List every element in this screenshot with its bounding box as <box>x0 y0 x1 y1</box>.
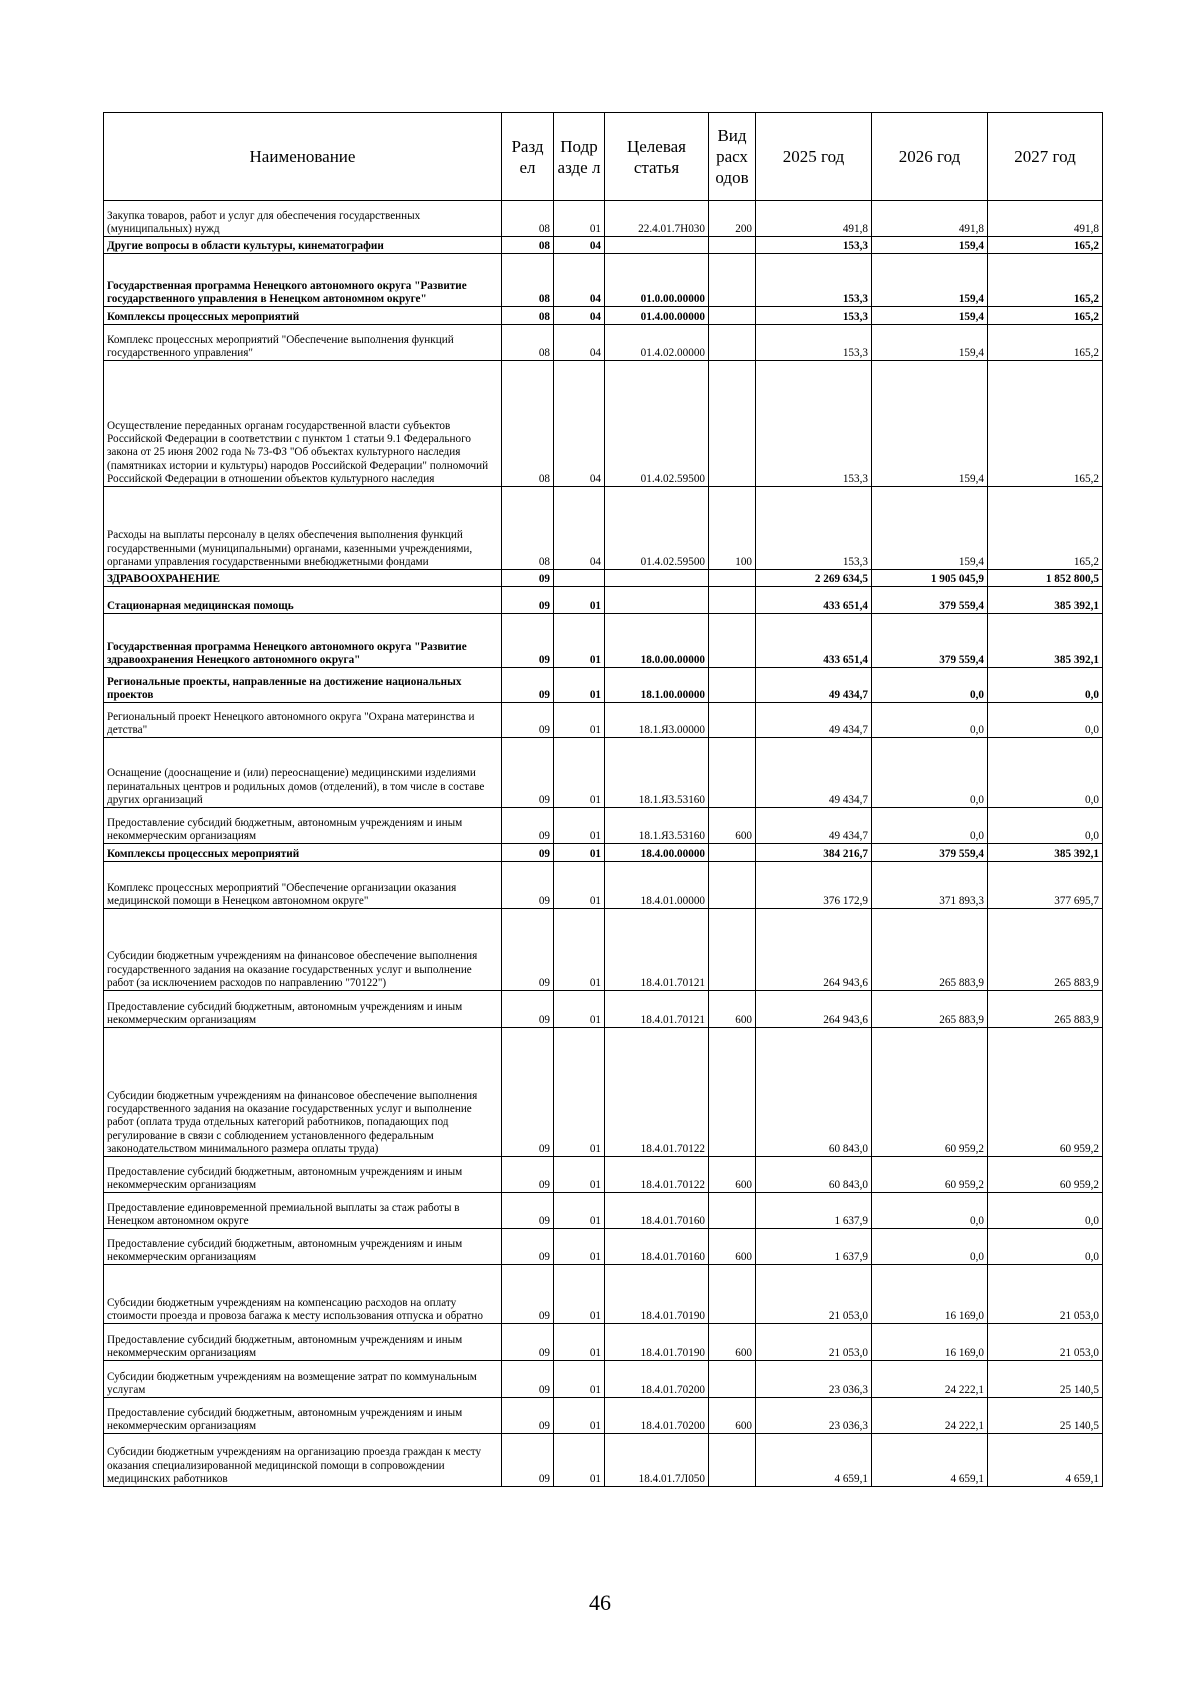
row-razdel: 09 <box>502 909 554 991</box>
row-name: Региональные проекты, направленные на достижение национальных проектов <box>104 668 502 703</box>
row-2026: 0,0 <box>872 1229 988 1265</box>
row-razdel: 09 <box>502 738 554 808</box>
row-2026: 265 883,9 <box>872 909 988 991</box>
row-razdel: 08 <box>502 237 554 254</box>
row-2025: 1 637,9 <box>756 1193 872 1229</box>
row-2026: 159,4 <box>872 254 988 307</box>
row-2027: 0,0 <box>988 738 1103 808</box>
row-podrazdel: 01 <box>554 587 605 614</box>
row-2026: 4 659,1 <box>872 1434 988 1487</box>
row-podrazdel: 01 <box>554 703 605 738</box>
row-2026: 491,8 <box>872 201 988 237</box>
row-name: Субсидии бюджетным учреждениям на финансовое обеспечение выполнения государственного задания на оказание государственных услуг и выполнение работ (за исключением расходов по направлению "70122") <box>104 909 502 991</box>
row-article: 18.4.01.70122 <box>605 1028 709 1157</box>
row-2026: 379 559,4 <box>872 844 988 862</box>
table-row <box>104 1157 1103 1193</box>
row-vid <box>709 1028 756 1157</box>
row-podrazdel: 01 <box>554 738 605 808</box>
row-2026: 24 222,1 <box>872 1398 988 1434</box>
row-podrazdel: 04 <box>554 361 605 487</box>
row-2025: 433 651,4 <box>756 587 872 614</box>
table-row <box>104 1398 1103 1434</box>
row-2027: 60 959,2 <box>988 1157 1103 1193</box>
row-2026: 0,0 <box>872 703 988 738</box>
row-2026: 16 169,0 <box>872 1265 988 1324</box>
row-podrazdel: 04 <box>554 487 605 570</box>
row-name: Государственная программа Ненецкого автономного округа "Развитие здравоохранения Ненецкого автономного округа" <box>104 614 502 668</box>
row-article: 18.4.01.7Л050 <box>605 1434 709 1487</box>
table-row <box>104 237 1103 254</box>
table-row <box>104 361 1103 487</box>
row-2026: 0,0 <box>872 668 988 703</box>
row-podrazdel: 01 <box>554 201 605 237</box>
row-vid <box>709 703 756 738</box>
row-vid: 600 <box>709 1229 756 1265</box>
row-podrazdel: 01 <box>554 1324 605 1361</box>
table-row <box>104 325 1103 361</box>
row-vid: 600 <box>709 1324 756 1361</box>
row-2025: 60 843,0 <box>756 1028 872 1157</box>
row-name: Оснащение (дооснащение и (или) переоснащение) медицинскими изделиями перинатальных центров и родильных домов (отделений), в том числе в составе других организаций <box>104 738 502 808</box>
header-podrazdel: Подр азде л <box>554 113 605 201</box>
table-row <box>104 862 1103 909</box>
row-article <box>605 587 709 614</box>
table-row <box>104 307 1103 325</box>
row-2026: 0,0 <box>872 1193 988 1229</box>
row-vid <box>709 1434 756 1487</box>
row-2027: 165,2 <box>988 361 1103 487</box>
row-article: 18.4.01.70160 <box>605 1229 709 1265</box>
row-2027: 165,2 <box>988 307 1103 325</box>
row-razdel: 09 <box>502 991 554 1028</box>
row-name: Предоставление единовременной премиальной выплаты за стаж работы в Ненецком автономном округе <box>104 1193 502 1229</box>
row-podrazdel: 04 <box>554 254 605 307</box>
row-name: Субсидии бюджетным учреждениям на компенсацию расходов на оплату стоимости проезда и провоза багажа к месту использования отпуска и обратно <box>104 1265 502 1324</box>
row-podrazdel: 01 <box>554 909 605 991</box>
row-name: Предоставление субсидий бюджетным, автономным учреждениям и иным некоммерческим организациям <box>104 991 502 1028</box>
row-2025: 23 036,3 <box>756 1361 872 1398</box>
row-podrazdel: 01 <box>554 1229 605 1265</box>
row-article: 22.4.01.7Н030 <box>605 201 709 237</box>
row-2026: 159,4 <box>872 325 988 361</box>
row-name: Комплексы процессных мероприятий <box>104 307 502 325</box>
row-vid: 600 <box>709 991 756 1028</box>
header-name: Наименование <box>104 113 502 201</box>
row-2027: 4 659,1 <box>988 1434 1103 1487</box>
table-header-row <box>104 113 1103 201</box>
table-row <box>104 909 1103 991</box>
row-article: 18.4.01.70121 <box>605 991 709 1028</box>
table-row <box>104 668 1103 703</box>
row-2027: 21 053,0 <box>988 1265 1103 1324</box>
row-article <box>605 570 709 587</box>
row-2027: 0,0 <box>988 1229 1103 1265</box>
row-2027: 385 392,1 <box>988 844 1103 862</box>
row-2027: 265 883,9 <box>988 909 1103 991</box>
table-row <box>104 1434 1103 1487</box>
row-razdel: 09 <box>502 1361 554 1398</box>
row-razdel: 09 <box>502 1193 554 1229</box>
row-podrazdel <box>554 570 605 587</box>
row-name: Закупка товаров, работ и услуг для обеспечения государственных (муниципальных) нужд <box>104 201 502 237</box>
row-2025: 49 434,7 <box>756 668 872 703</box>
row-2027: 25 140,5 <box>988 1361 1103 1398</box>
row-article: 18.1.Я3.53160 <box>605 808 709 844</box>
row-podrazdel: 01 <box>554 844 605 862</box>
row-2025: 49 434,7 <box>756 703 872 738</box>
row-2025: 60 843,0 <box>756 1157 872 1193</box>
table-row <box>104 1193 1103 1229</box>
row-2025: 376 172,9 <box>756 862 872 909</box>
row-2025: 2 269 634,5 <box>756 570 872 587</box>
row-vid <box>709 614 756 668</box>
row-vid <box>709 738 756 808</box>
row-2027: 0,0 <box>988 668 1103 703</box>
row-2027: 21 053,0 <box>988 1324 1103 1361</box>
row-podrazdel: 01 <box>554 1028 605 1157</box>
row-2027: 1 852 800,5 <box>988 570 1103 587</box>
row-2025: 264 943,6 <box>756 909 872 991</box>
row-article: 18.0.00.00000 <box>605 614 709 668</box>
budget-table <box>103 112 1103 1487</box>
row-vid: 600 <box>709 1398 756 1434</box>
header-2026: 2026 год <box>872 113 988 201</box>
row-name: Региональный проект Ненецкого автономного округа "Охрана материнства и детства" <box>104 703 502 738</box>
table-row <box>104 808 1103 844</box>
row-article: 18.4.01.70190 <box>605 1265 709 1324</box>
table-row <box>104 1265 1103 1324</box>
row-vid <box>709 587 756 614</box>
row-name: Комплекс процессных мероприятий "Обеспечение организации оказания медицинской помощи в Ненецком автономном округе" <box>104 862 502 909</box>
table-row <box>104 991 1103 1028</box>
row-2027: 25 140,5 <box>988 1398 1103 1434</box>
row-podrazdel: 01 <box>554 808 605 844</box>
row-name: Предоставление субсидий бюджетным, автономным учреждениям и иным некоммерческим организациям <box>104 1324 502 1361</box>
row-2025: 264 943,6 <box>756 991 872 1028</box>
row-2025: 153,3 <box>756 237 872 254</box>
row-article: 18.1.Я3.00000 <box>605 703 709 738</box>
row-razdel: 09 <box>502 1028 554 1157</box>
row-podrazdel: 01 <box>554 862 605 909</box>
row-vid <box>709 1361 756 1398</box>
row-razdel: 09 <box>502 587 554 614</box>
row-vid <box>709 307 756 325</box>
header-2025: 2025 год <box>756 113 872 201</box>
row-2026: 60 959,2 <box>872 1157 988 1193</box>
row-article: 18.4.01.70121 <box>605 909 709 991</box>
row-2027: 385 392,1 <box>988 614 1103 668</box>
row-name: Предоставление субсидий бюджетным, автономным учреждениям и иным некоммерческим организациям <box>104 1229 502 1265</box>
row-2027: 165,2 <box>988 254 1103 307</box>
row-2027: 385 392,1 <box>988 587 1103 614</box>
header-vid: Вид расх одов <box>709 113 756 201</box>
table-row <box>104 1028 1103 1157</box>
row-article: 01.4.02.59500 <box>605 361 709 487</box>
row-2026: 0,0 <box>872 738 988 808</box>
row-2026: 60 959,2 <box>872 1028 988 1157</box>
row-name: Другие вопросы в области культуры, кинематографии <box>104 237 502 254</box>
row-article: 18.1.Я3.53160 <box>605 738 709 808</box>
row-razdel: 09 <box>502 703 554 738</box>
row-podrazdel: 01 <box>554 1157 605 1193</box>
row-razdel: 09 <box>502 844 554 862</box>
table-row <box>104 1324 1103 1361</box>
row-article: 01.4.00.00000 <box>605 307 709 325</box>
row-2027: 0,0 <box>988 808 1103 844</box>
row-2027: 0,0 <box>988 1193 1103 1229</box>
row-podrazdel: 04 <box>554 237 605 254</box>
row-2026: 159,4 <box>872 361 988 487</box>
row-vid <box>709 570 756 587</box>
row-razdel: 08 <box>502 361 554 487</box>
row-2026: 16 169,0 <box>872 1324 988 1361</box>
row-2025: 1 637,9 <box>756 1229 872 1265</box>
row-2026: 0,0 <box>872 808 988 844</box>
row-razdel: 08 <box>502 201 554 237</box>
row-article: 18.1.00.00000 <box>605 668 709 703</box>
row-article: 18.4.01.70200 <box>605 1361 709 1398</box>
row-2027: 165,2 <box>988 325 1103 361</box>
row-2025: 23 036,3 <box>756 1398 872 1434</box>
row-podrazdel: 04 <box>554 307 605 325</box>
header-2027: 2027 год <box>988 113 1103 201</box>
row-2027: 60 959,2 <box>988 1028 1103 1157</box>
table-row <box>104 703 1103 738</box>
row-vid <box>709 668 756 703</box>
row-2026: 371 893,3 <box>872 862 988 909</box>
table-row <box>104 614 1103 668</box>
row-article: 18.4.00.00000 <box>605 844 709 862</box>
row-podrazdel: 01 <box>554 1434 605 1487</box>
row-name: Государственная программа Ненецкого автономного округа "Развитие государственного управления в Ненецком автономном округе" <box>104 254 502 307</box>
row-name: Осуществление переданных органам государственной власти субъектов Российской Федерации в соответствии с пунктом 1 статьи 9.1 Федерального закона от 25 июня 2002 года № 73-ФЗ "Об объектах культурного наследия (памятниках истории и культуры) народов Российской Федерации" полномочий Российской Федерации в отношении объектов культурного наследия <box>104 361 502 487</box>
row-2025: 49 434,7 <box>756 808 872 844</box>
row-article: 18.4.01.70190 <box>605 1324 709 1361</box>
page-number: 46 <box>589 1590 611 1615</box>
header-article: Целевая статья <box>605 113 709 201</box>
row-vid: 600 <box>709 808 756 844</box>
row-vid <box>709 1265 756 1324</box>
row-vid <box>709 237 756 254</box>
row-razdel: 09 <box>502 1157 554 1193</box>
row-2026: 159,4 <box>872 237 988 254</box>
row-name: Расходы на выплаты персоналу в целях обеспечения выполнения функций государственными (муниципальными) органами, казенными учреждениями, органами управления государственными внебюджетными фондами <box>104 487 502 570</box>
row-2025: 153,3 <box>756 254 872 307</box>
row-razdel: 09 <box>502 1324 554 1361</box>
row-razdel: 09 <box>502 668 554 703</box>
row-2026: 379 559,4 <box>872 614 988 668</box>
row-razdel: 09 <box>502 614 554 668</box>
row-article: 01.4.02.00000 <box>605 325 709 361</box>
table-row <box>104 844 1103 862</box>
row-vid: 100 <box>709 487 756 570</box>
row-2025: 153,3 <box>756 487 872 570</box>
row-2026: 159,4 <box>872 487 988 570</box>
row-name: Субсидии бюджетным учреждениям на финансовое обеспечение выполнения государственного задания на оказание государственных услуг и выполнение работ (оплата труда отдельных категорий работников, попадающих под регулирование в связи с соблюдением установленного федеральным законодательством минимального размера оплаты труда) <box>104 1028 502 1157</box>
table-row <box>104 587 1103 614</box>
row-2025: 21 053,0 <box>756 1324 872 1361</box>
row-name: Комплексы процессных мероприятий <box>104 844 502 862</box>
row-2026: 1 905 045,9 <box>872 570 988 587</box>
table-row <box>104 254 1103 307</box>
row-razdel: 09 <box>502 570 554 587</box>
row-2025: 433 651,4 <box>756 614 872 668</box>
row-2025: 491,8 <box>756 201 872 237</box>
row-podrazdel: 01 <box>554 1193 605 1229</box>
row-vid <box>709 361 756 487</box>
row-2027: 165,2 <box>988 487 1103 570</box>
row-2027: 377 695,7 <box>988 862 1103 909</box>
table-row <box>104 1229 1103 1265</box>
row-vid: 600 <box>709 1157 756 1193</box>
row-razdel: 09 <box>502 808 554 844</box>
row-vid <box>709 862 756 909</box>
row-name: Предоставление субсидий бюджетным, автономным учреждениям и иным некоммерческим организациям <box>104 1157 502 1193</box>
row-article: 01.0.00.00000 <box>605 254 709 307</box>
row-razdel: 08 <box>502 307 554 325</box>
header-razdel: Разд ел <box>502 113 554 201</box>
row-razdel: 09 <box>502 1229 554 1265</box>
row-name: Субсидии бюджетным учреждениям на организацию проезда граждан к месту оказания специализированной медицинской помощи в сопровождении медицинских работников <box>104 1434 502 1487</box>
row-2026: 379 559,4 <box>872 587 988 614</box>
row-article <box>605 237 709 254</box>
row-podrazdel: 01 <box>554 614 605 668</box>
row-2027: 0,0 <box>988 703 1103 738</box>
row-razdel: 08 <box>502 254 554 307</box>
row-article: 18.4.01.70200 <box>605 1398 709 1434</box>
row-article: 01.4.02.59500 <box>605 487 709 570</box>
row-name: Стационарная медицинская помощь <box>104 587 502 614</box>
row-2025: 21 053,0 <box>756 1265 872 1324</box>
row-razdel: 09 <box>502 1398 554 1434</box>
row-2025: 384 216,7 <box>756 844 872 862</box>
row-vid <box>709 844 756 862</box>
row-article: 18.4.01.70122 <box>605 1157 709 1193</box>
row-2025: 153,3 <box>756 361 872 487</box>
row-2026: 159,4 <box>872 307 988 325</box>
row-podrazdel: 01 <box>554 1361 605 1398</box>
row-name: Комплекс процессных мероприятий "Обеспечение выполнения функций государственного управления" <box>104 325 502 361</box>
row-razdel: 09 <box>502 1434 554 1487</box>
row-vid <box>709 254 756 307</box>
row-2026: 24 222,1 <box>872 1361 988 1398</box>
row-podrazdel: 01 <box>554 1265 605 1324</box>
row-razdel: 08 <box>502 487 554 570</box>
row-2025: 4 659,1 <box>756 1434 872 1487</box>
row-razdel: 08 <box>502 325 554 361</box>
row-podrazdel: 01 <box>554 668 605 703</box>
table-row <box>104 487 1103 570</box>
row-name: Субсидии бюджетным учреждениям на возмещение затрат по коммунальным услугам <box>104 1361 502 1398</box>
row-2025: 153,3 <box>756 325 872 361</box>
table-row <box>104 201 1103 237</box>
row-vid <box>709 325 756 361</box>
row-name: Предоставление субсидий бюджетным, автономным учреждениям и иным некоммерческим организациям <box>104 808 502 844</box>
row-2025: 153,3 <box>756 307 872 325</box>
row-vid: 200 <box>709 201 756 237</box>
row-2026: 265 883,9 <box>872 991 988 1028</box>
row-name: ЗДРАВООХРАНЕНИЕ <box>104 570 502 587</box>
row-2027: 165,2 <box>988 237 1103 254</box>
table-row <box>104 570 1103 587</box>
table-body <box>104 201 1103 1487</box>
row-podrazdel: 04 <box>554 325 605 361</box>
row-2027: 265 883,9 <box>988 991 1103 1028</box>
row-article: 18.4.01.70160 <box>605 1193 709 1229</box>
row-name: Предоставление субсидий бюджетным, автономным учреждениям и иным некоммерческим организациям <box>104 1398 502 1434</box>
row-2025: 49 434,7 <box>756 738 872 808</box>
table-row <box>104 738 1103 808</box>
table-row <box>104 1361 1103 1398</box>
row-vid <box>709 909 756 991</box>
row-article: 18.4.01.00000 <box>605 862 709 909</box>
row-podrazdel: 01 <box>554 1398 605 1434</box>
row-2027: 491,8 <box>988 201 1103 237</box>
row-razdel: 09 <box>502 1265 554 1324</box>
row-podrazdel: 01 <box>554 991 605 1028</box>
row-vid <box>709 1193 756 1229</box>
row-razdel: 09 <box>502 862 554 909</box>
